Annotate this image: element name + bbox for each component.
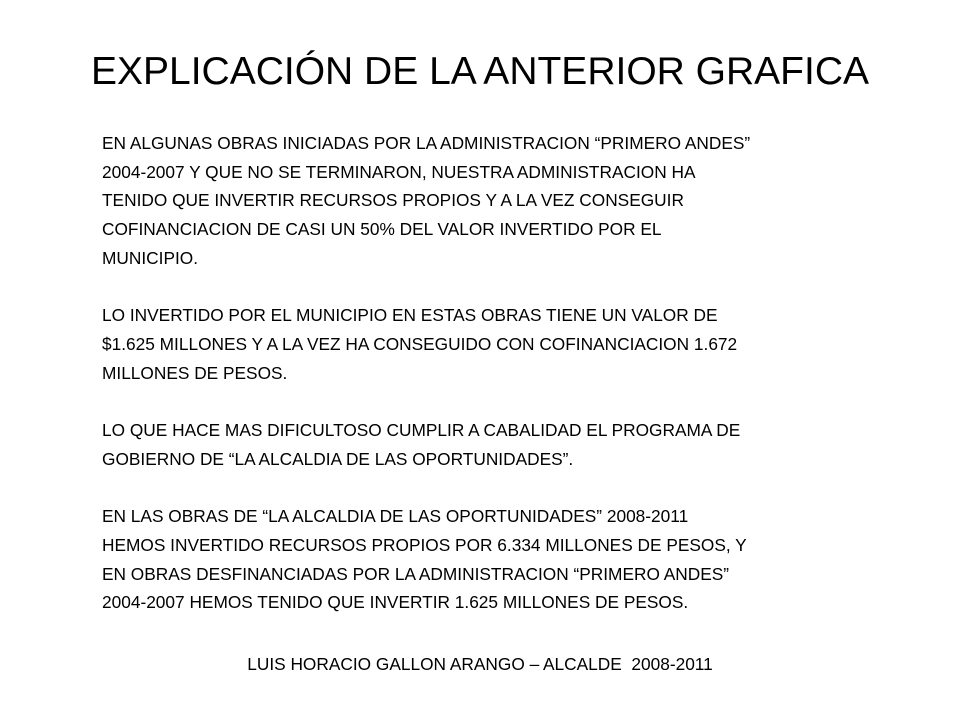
- paragraph-line: MUNICIPIO.: [102, 247, 199, 268]
- paragraph-valor-invertido: [102, 301, 872, 387]
- paragraph-line: 2004-2007 Y QUE NO SE TERMINARON, NUESTRA ADMINISTRACION HA: [102, 161, 696, 182]
- paragraph-line: GOBIERNO DE “LA ALCALDIA DE LAS OPORTUNIDADES”.: [102, 448, 574, 469]
- paragraph-line: EN OBRAS DESFINANCIADAS POR LA ADMINISTRACION “PRIMERO ANDES”: [102, 563, 730, 584]
- signature-line: LUIS HORACIO GALLON ARANGO – ALCALDE 2008-2011: [247, 654, 713, 674]
- paragraph-line: MILLONES DE PESOS.: [102, 362, 288, 383]
- paragraph-line: LO QUE HACE MAS DIFICULTOSO CUMPLIR A CABALIDAD EL PROGRAMA DE: [102, 420, 741, 440]
- paragraph-line: EN ALGUNAS OBRAS INICIADAS POR LA ADMINISTRACION “PRIMERO ANDES”: [102, 133, 751, 153]
- slide-body: [102, 129, 872, 646]
- paragraph-line: HEMOS INVERTIDO RECURSOS PROPIOS POR 6.334 MILLONES DE PESOS, Y: [102, 534, 747, 555]
- paragraph-recursos-propios: [102, 502, 872, 617]
- paragraph-line: LO INVERTIDO POR EL MUNICIPIO EN ESTAS OBRAS TIENE UN VALOR DE: [102, 305, 718, 326]
- paragraph-line: COFINANCIACION DE CASI UN 50% DEL VALOR INVERTIDO POR EL: [102, 219, 662, 240]
- paragraph-line: $1.625 MILLONES Y A LA VEZ HA CONSEGUIDO CON COFINANCIACION 1.672: [102, 333, 738, 354]
- slide-title: EXPLICACIÓN DE LA ANTERIOR GRAFICA: [90, 50, 870, 93]
- paragraph-line: EN LAS OBRAS DE “LA ALCALDIA DE LAS OPORTUNIDADES” 2008-2011: [102, 506, 689, 527]
- paragraph-programa-gobierno: [102, 416, 872, 473]
- paragraph-line: 2004-2007 HEMOS TENIDO QUE INVERTIR 1.625 MILLONES DE PESOS.: [102, 592, 689, 613]
- paragraph-obras-iniciadas: [102, 129, 872, 273]
- paragraph-line: TENIDO QUE INVERTIR RECURSOS PROPIOS Y A LA VEZ CONSEGUIR: [102, 190, 684, 211]
